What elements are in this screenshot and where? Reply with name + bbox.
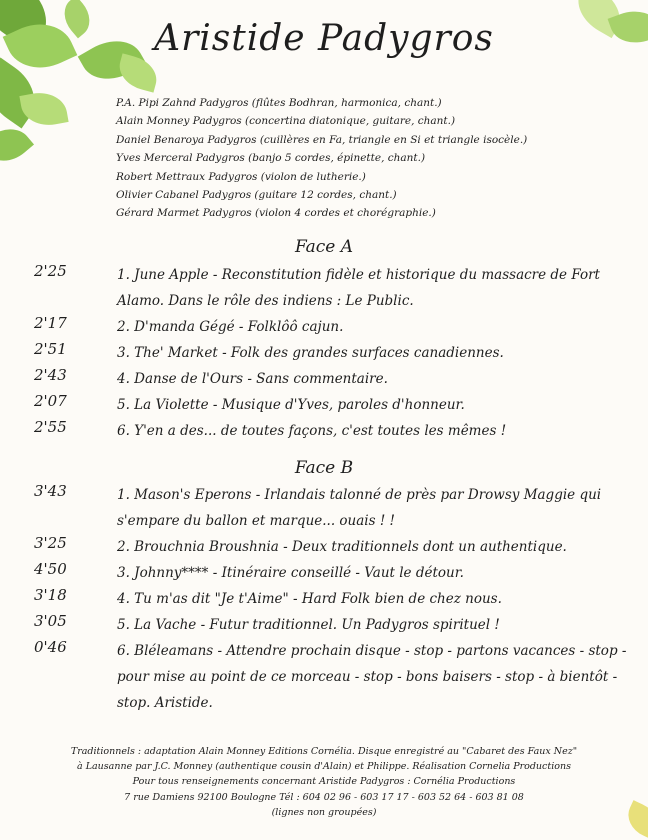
credit-line: P.A. Pipi Zahnd Padygros (flûtes Bodhran, harmonica, chant.): [116, 97, 442, 109]
credit-line: Daniel Benaroya Padygros (cuillères en Fa, triangle en Si et triangle isocèle.): [116, 133, 528, 146]
track-duration: 4'50: [34, 560, 67, 578]
credit-line: Robert Mettraux Padygros (violon de lutherie.): [116, 170, 366, 183]
footer-line: 7 rue Damiens 92100 Boulogne Tél : 604 02 96 - 603 17 17 - 603 52 64 - 603 81 08: [124, 791, 524, 803]
track-duration: 3'05: [34, 612, 67, 630]
track-duration: 3'43: [34, 482, 67, 500]
track-duration: 2'43: [34, 366, 67, 384]
track-description: 5. La Violette - Musique d'Yves, paroles d'honneur.: [117, 397, 465, 413]
album-title: Aristide Padygros: [154, 18, 494, 59]
track-description: 3. The' Market - Folk des grandes surfaces canadiennes.: [117, 345, 504, 361]
track-duration: 3'18: [34, 586, 67, 604]
track-duration: 3'25: [34, 534, 67, 552]
face-b-heading: Face B: [294, 458, 354, 478]
footer-line: Traditionnels : adaptation Alain Monney Editions Cornélia. Disque enregistré au "Cabaret des Faux Nez": [70, 746, 578, 757]
track-description: 1. June Apple - Reconstitution fidèle et historique du massacre de Fort Alamo. Dans le rôle des indiens : Le Public.: [117, 267, 600, 309]
production-footer: [0, 744, 648, 820]
footer-line: à Lausanne par J.C. Monney (authentique cousin d'Alain) et Philippe. Réalisation Cornelia Productions: [77, 761, 571, 773]
track-description: 6. Bléleamans - Attendre prochain disque - stop - partons vacances - stop - pour mise au point de ce morceau - stop - bons baisers - stop - à bientôt - stop. Aristide.: [117, 643, 627, 711]
footer-line: Pour tous renseignements concernant Aristide Padygros : Cornélia Productions: [132, 776, 516, 788]
track-duration: 2'07: [34, 392, 67, 410]
track-description: 4. Tu m'as dit "Je t'Aime" - Hard Folk bien de chez nous.: [117, 591, 502, 607]
musician-credits: [116, 94, 636, 223]
credit-line: Alain Monney Padygros (concertina diatonique, guitare, chant.): [116, 115, 456, 128]
track-description: 5. La Vache - Futur traditionnel. Un Padygros spirituel !: [117, 617, 500, 633]
face-a-heading: Face A: [294, 237, 354, 257]
track-duration: 2'51: [34, 340, 67, 358]
track-description: 4. Danse de l'Ours - Sans commentaire.: [117, 371, 388, 387]
track-duration: 2'55: [34, 418, 67, 436]
track-duration: 2'17: [34, 314, 67, 332]
track-description: 6. Y'en a des... de toutes façons, c'est toutes les mêmes !: [117, 423, 507, 439]
track-description: 1. Mason's Eperons - Irlandais talonné de près par Drowsy Maggie qui s'empare du ballon et marque... ouais ! !: [117, 487, 602, 529]
track-duration: 2'25: [34, 262, 67, 280]
track-description: 3. Johnny**** - Itinéraire conseillé - Vaut le détour.: [117, 565, 464, 581]
track-duration: 0'46: [34, 638, 67, 656]
credit-line: Yves Merceral Padygros (banjo 5 cordes, épinette, chant.): [116, 152, 426, 165]
track-description: 2. Brouchnia Broushnia - Deux traditionnels dont un authentique.: [117, 539, 567, 555]
credit-line: Gérard Marmet Padygros (violon 4 cordes et chorégraphie.): [116, 207, 436, 220]
credit-line: Olivier Cabanel Padygros (guitare 12 cordes, chant.): [116, 189, 397, 202]
track-description: 2. D'manda Gégé - Folklôô cajun.: [117, 319, 344, 335]
footer-line: (lignes non groupées): [271, 806, 377, 818]
